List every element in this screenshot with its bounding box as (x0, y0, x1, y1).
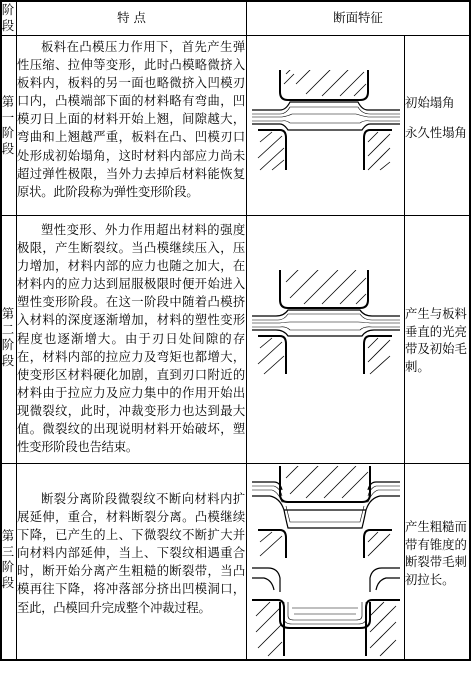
row-divider (0, 215, 471, 216)
section-figure-plastic (250, 270, 402, 380)
stage-label: 第一阶段 (1, 94, 15, 156)
section-figure-fracture-lower (250, 562, 402, 658)
header-stage: 阶段 (1, 2, 15, 33)
section-note: 产生与板料垂直的光亮带及初始毛刺。 (405, 306, 467, 374)
stage-label: 第二阶段 (1, 306, 15, 368)
section-figure-elastic (250, 70, 402, 180)
table-border-top (0, 0, 471, 2)
section-figure-fracture-upper (250, 466, 402, 558)
stage-description: 塑性变形、外力作用超出材料的强度极限，产生断裂纹。当凸模继续压入，压力增加，材料内部的应力也随之加大，在材料内的应力达到屈服极限时便开始进入塑性变形阶段。在这一阶段中随着凸模挤入材料的深度逐渐增加，材料的塑性变形程度也逐渐增大。由于刃日处间隙的存在，材料内部的拉应力及弯矩也都增大，使变形区材料硬化加剧，直到刃口附近的材料由于拉应力及应力集中的作用开始出现微裂纹，此时，冲裁变形力也达到最大值。微裂纹的出现说明材料开始破坏，塑性变形阶段也告结束。 (17, 223, 245, 455)
stage-description: 板料在凸模压力作用下，首先产生弹性压缩、拉伸等变形，此时凸模略微挤入板料内，板料的另一面也略微挤入凹模刃口内，凸模端部下面的材料略有弯曲，凹模刃日上面的材料开始上翘，间隙越大，弯曲和上翘越严重，板料在凸、凹模刃口处形成初始塌角，这时材料内部应力尚未超过弹性极限，当外力去掉后材料能恢复原状。此阶段称为弹性变形阶段。 (17, 40, 245, 199)
header-section: 断面特征 (333, 10, 383, 25)
section-note-line: 初始塌角 (405, 95, 455, 110)
table-border-bottom (0, 659, 471, 661)
stage-description: 断裂分离阶段微裂纹不断向材料内扩展延伸，重合，材料断裂分离。凸模继续下降，已产生的上、下微裂纹不断扩大并向材料内部延伸，当上、下裂纹相遇重合时，断开始分离产生粗糙的断裂带，当凸模再往下降，将冲落部分挤出凹模洞口，至此，凸模回升完成整个冲裁过程。 (17, 492, 245, 615)
header-features: 特 点 (117, 10, 146, 25)
section-note-line: 永久性塌角 (405, 125, 467, 140)
column-divider (246, 0, 247, 661)
row-divider (0, 463, 471, 464)
section-note: 产生粗糙而带有锥度的断裂带毛刺初拉长。 (405, 519, 467, 587)
stage-label: 第三阶段 (1, 528, 15, 590)
header-divider (0, 35, 471, 36)
